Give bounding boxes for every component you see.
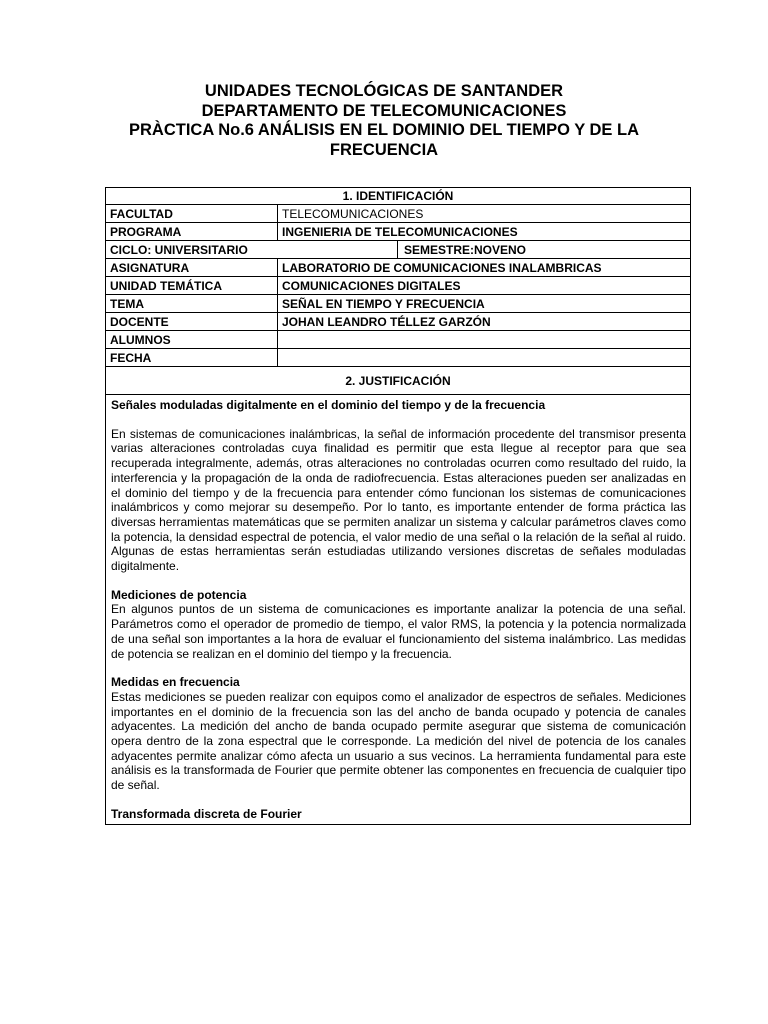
unidad-value: COMUNICACIONES DIGITALES [278,277,691,295]
row-tema [106,295,691,313]
facultad-label: FACULTAD [106,205,278,223]
section-heading-frecuencia: Medidas en frecuencia [111,675,240,690]
row-programa [106,223,691,241]
identification-table [105,187,691,825]
section-heading-fourier: Transformada discreta de Fourier [111,806,302,821]
document-header [0,82,768,160]
practice-title-continued: FRECUENCIA [329,140,439,159]
asignatura-value: LABORATORIO DE COMUNICACIONES INALAMBRICAS [278,259,691,277]
semestre-label: SEMESTRE:NOVENO [398,241,691,259]
tema-label: TEMA [106,295,278,313]
justification-body [106,395,691,825]
paragraph-senales: En sistemas de comunicaciones inalámbricas, la señal de información procedente del transmisor presenta varias alteraciones controladas cuya finalidad es permitir que esta llegue al receptor para que sea recuperada integralmente, además, otras alteraciones no controladas ocurren como resultado del ruido, la interferencia y la propagación de la onda de radiofrecuencia. Estas alteraciones pueden ser analizadas en el dominio del tiempo y de la frecuencia para entender cómo funcionan los sistemas de comunicaciones inalámbricos y como mejorar su desempeño. Por lo tanto, es importante entender de forma práctica las diversas herramientas matemáticas que se permiten analizar un sistema y calcular parámetros claves como la potencia, la densidad espectral de potencia, el valor medio de una señal o la relación de la señal al ruido. Algunas de estas herramientas serán estudiadas utilizando versiones discretas de señales moduladas digitalmente. [111,426,686,574]
alumnos-label: ALUMNOS [106,331,278,349]
row-facultad [106,205,691,223]
fecha-value [278,349,691,367]
justification-heading: 2. JUSTIFICACIÓN [106,367,691,395]
section-heading-potencia: Mediciones de potencia [111,587,247,602]
row-docente [106,313,691,331]
row-asignatura [106,259,691,277]
facultad-value: TELECOMUNICACIONES [278,205,691,223]
paragraph-potencia: En algunos puntos de un sistema de comunicaciones es importante analizar la potencia de una señal. Parámetros como el operador de promedio de tiempo, el valor RMS, la potencia y la potencia normalizada de una señal son importantes a la hora de evaluar el funcionamiento del sistema inalámbrico. Las medidas de potencia se realizan en el dominio del tiempo y la frecuencia. [111,602,686,661]
row-ciclo [106,241,691,259]
row-alumnos [106,331,691,349]
programa-label: PROGRAMA [106,223,278,241]
unidad-label: UNIDAD TEMÁTICA [106,277,278,295]
department-title: DEPARTAMENTO DE TELECOMUNICACIONES [201,101,567,120]
institution-title: UNIDADES TECNOLÓGICAS DE SANTANDER [204,82,564,100]
row-unidad [106,277,691,295]
fecha-label: FECHA [106,349,278,367]
docente-value: JOHAN LEANDRO TÉLLEZ GARZÓN [278,313,691,331]
section-heading-senales: Señales moduladas digitalmente en el dominio del tiempo y de la frecuencia [111,398,546,412]
practice-title: PRÀCTICA No.6 ANÁLISIS EN EL DOMINIO DEL TIEMPO Y DE LA [128,121,640,139]
ciclo-label: CICLO: UNIVERSITARIO [106,241,398,259]
programa-value: INGENIERIA DE TELECOMUNICACIONES [278,223,691,241]
tema-value: SEÑAL EN TIEMPO Y FRECUENCIA [278,295,691,313]
paragraph-frecuencia: Estas mediciones se pueden realizar con equipos como el analizador de espectros de señales. Mediciones importantes en el dominio de la frecuencia son las del ancho de banda ocupado y potencia de canales adyacentes. La medición del ancho de banda ocupado permite asegurar que sistema de comunicación opera dentro de la zona espectral que le corresponde. La medición del nivel de potencia de los canales adyacentes permite analizar cómo afecta un usuario a sus vecinos. La herramienta fundamental para este análisis es la transformada de Fourier que permite obtener las componentes en frecuencia de cualquier tipo de señal. [111,689,686,793]
row-fecha [106,349,691,367]
alumnos-value [278,331,691,349]
identification-heading: 1. IDENTIFICACIÓN [106,188,691,205]
asignatura-label: ASIGNATURA [106,259,278,277]
docente-label: DOCENTE [106,313,278,331]
